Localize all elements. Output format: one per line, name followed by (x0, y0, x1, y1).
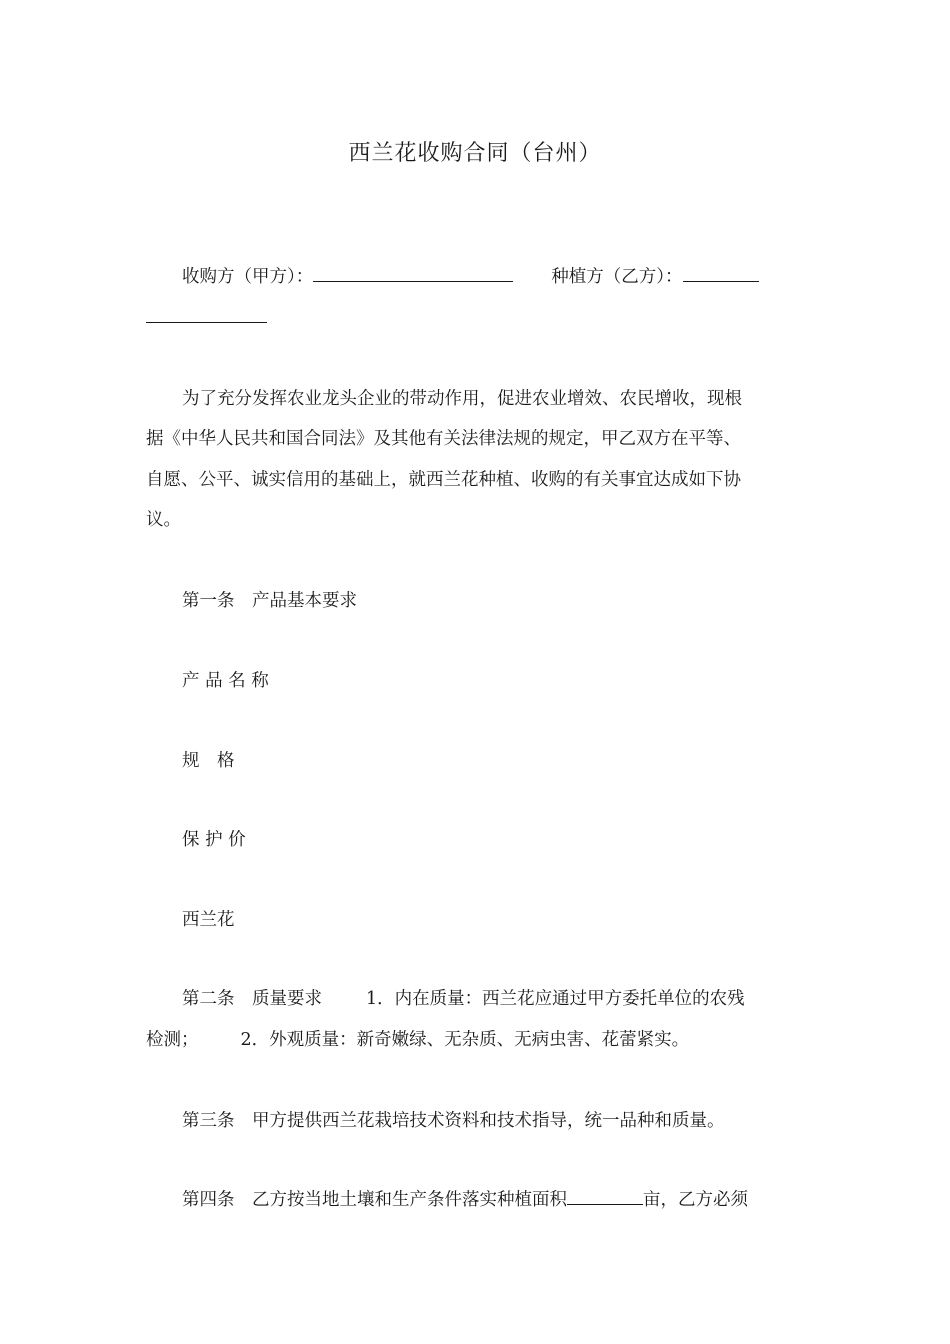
intro-line-2: 据《中华人民共和国合同法》及其他有关法律法规的规定，甲乙双方在平等、 (146, 429, 741, 449)
article1-col-name: 产 品 名 称 (182, 671, 269, 691)
article3-text: 第三条 甲方提供西兰花栽培技术资料和技术指导，统一品种和质量。 (182, 1111, 725, 1131)
article2-heading: 第二条 质量要求 (182, 989, 322, 1009)
article4-text-after: 亩，乙方必须 (643, 1190, 748, 1210)
buyer-blank (313, 259, 513, 282)
article1-heading: 第一条 产品基本要求 (182, 591, 357, 611)
intro-line-3: 自愿、公平、诚实信用的基础上，就西兰花种植、收购的有关事宜达成如下协 (146, 470, 741, 490)
article2-line-1 (182, 979, 806, 1019)
parties-line (182, 257, 806, 297)
article2-line-2 (146, 1020, 806, 1060)
document-title: 西兰花收购合同（台州） (348, 141, 602, 166)
article1-col-spec: 规 格 (182, 751, 235, 771)
grower-blank-continued-line (146, 298, 806, 338)
grower-blank-continued (146, 300, 267, 323)
article4-line-1 (182, 1180, 806, 1220)
article2-item1-end: 检测； (146, 1030, 199, 1050)
buyer-label: 收购方（甲方）： (182, 267, 314, 287)
intro-line-4: 议。 (146, 510, 181, 530)
article4-text-before: 第四条 乙方按当地土壤和生产条件落实种植面积 (182, 1190, 567, 1210)
grower-label: 种植方（乙方）： (551, 267, 683, 287)
article2-item1: 1．内在质量：西兰花应通过甲方委托单位的农残 (366, 989, 745, 1009)
grower-blank (683, 259, 759, 282)
article1-product: 西兰花 (182, 910, 235, 930)
article1-col-price: 保 护 价 (182, 830, 246, 850)
article2-item2: 2．外观质量：新奇嫩绿、无杂质、无病虫害、花蕾紧实。 (240, 1030, 690, 1050)
area-blank (567, 1182, 643, 1205)
intro-line-1: 为了充分发挥农业龙头企业的带动作用，促进农业增效、农民增收，现根 (182, 389, 742, 409)
